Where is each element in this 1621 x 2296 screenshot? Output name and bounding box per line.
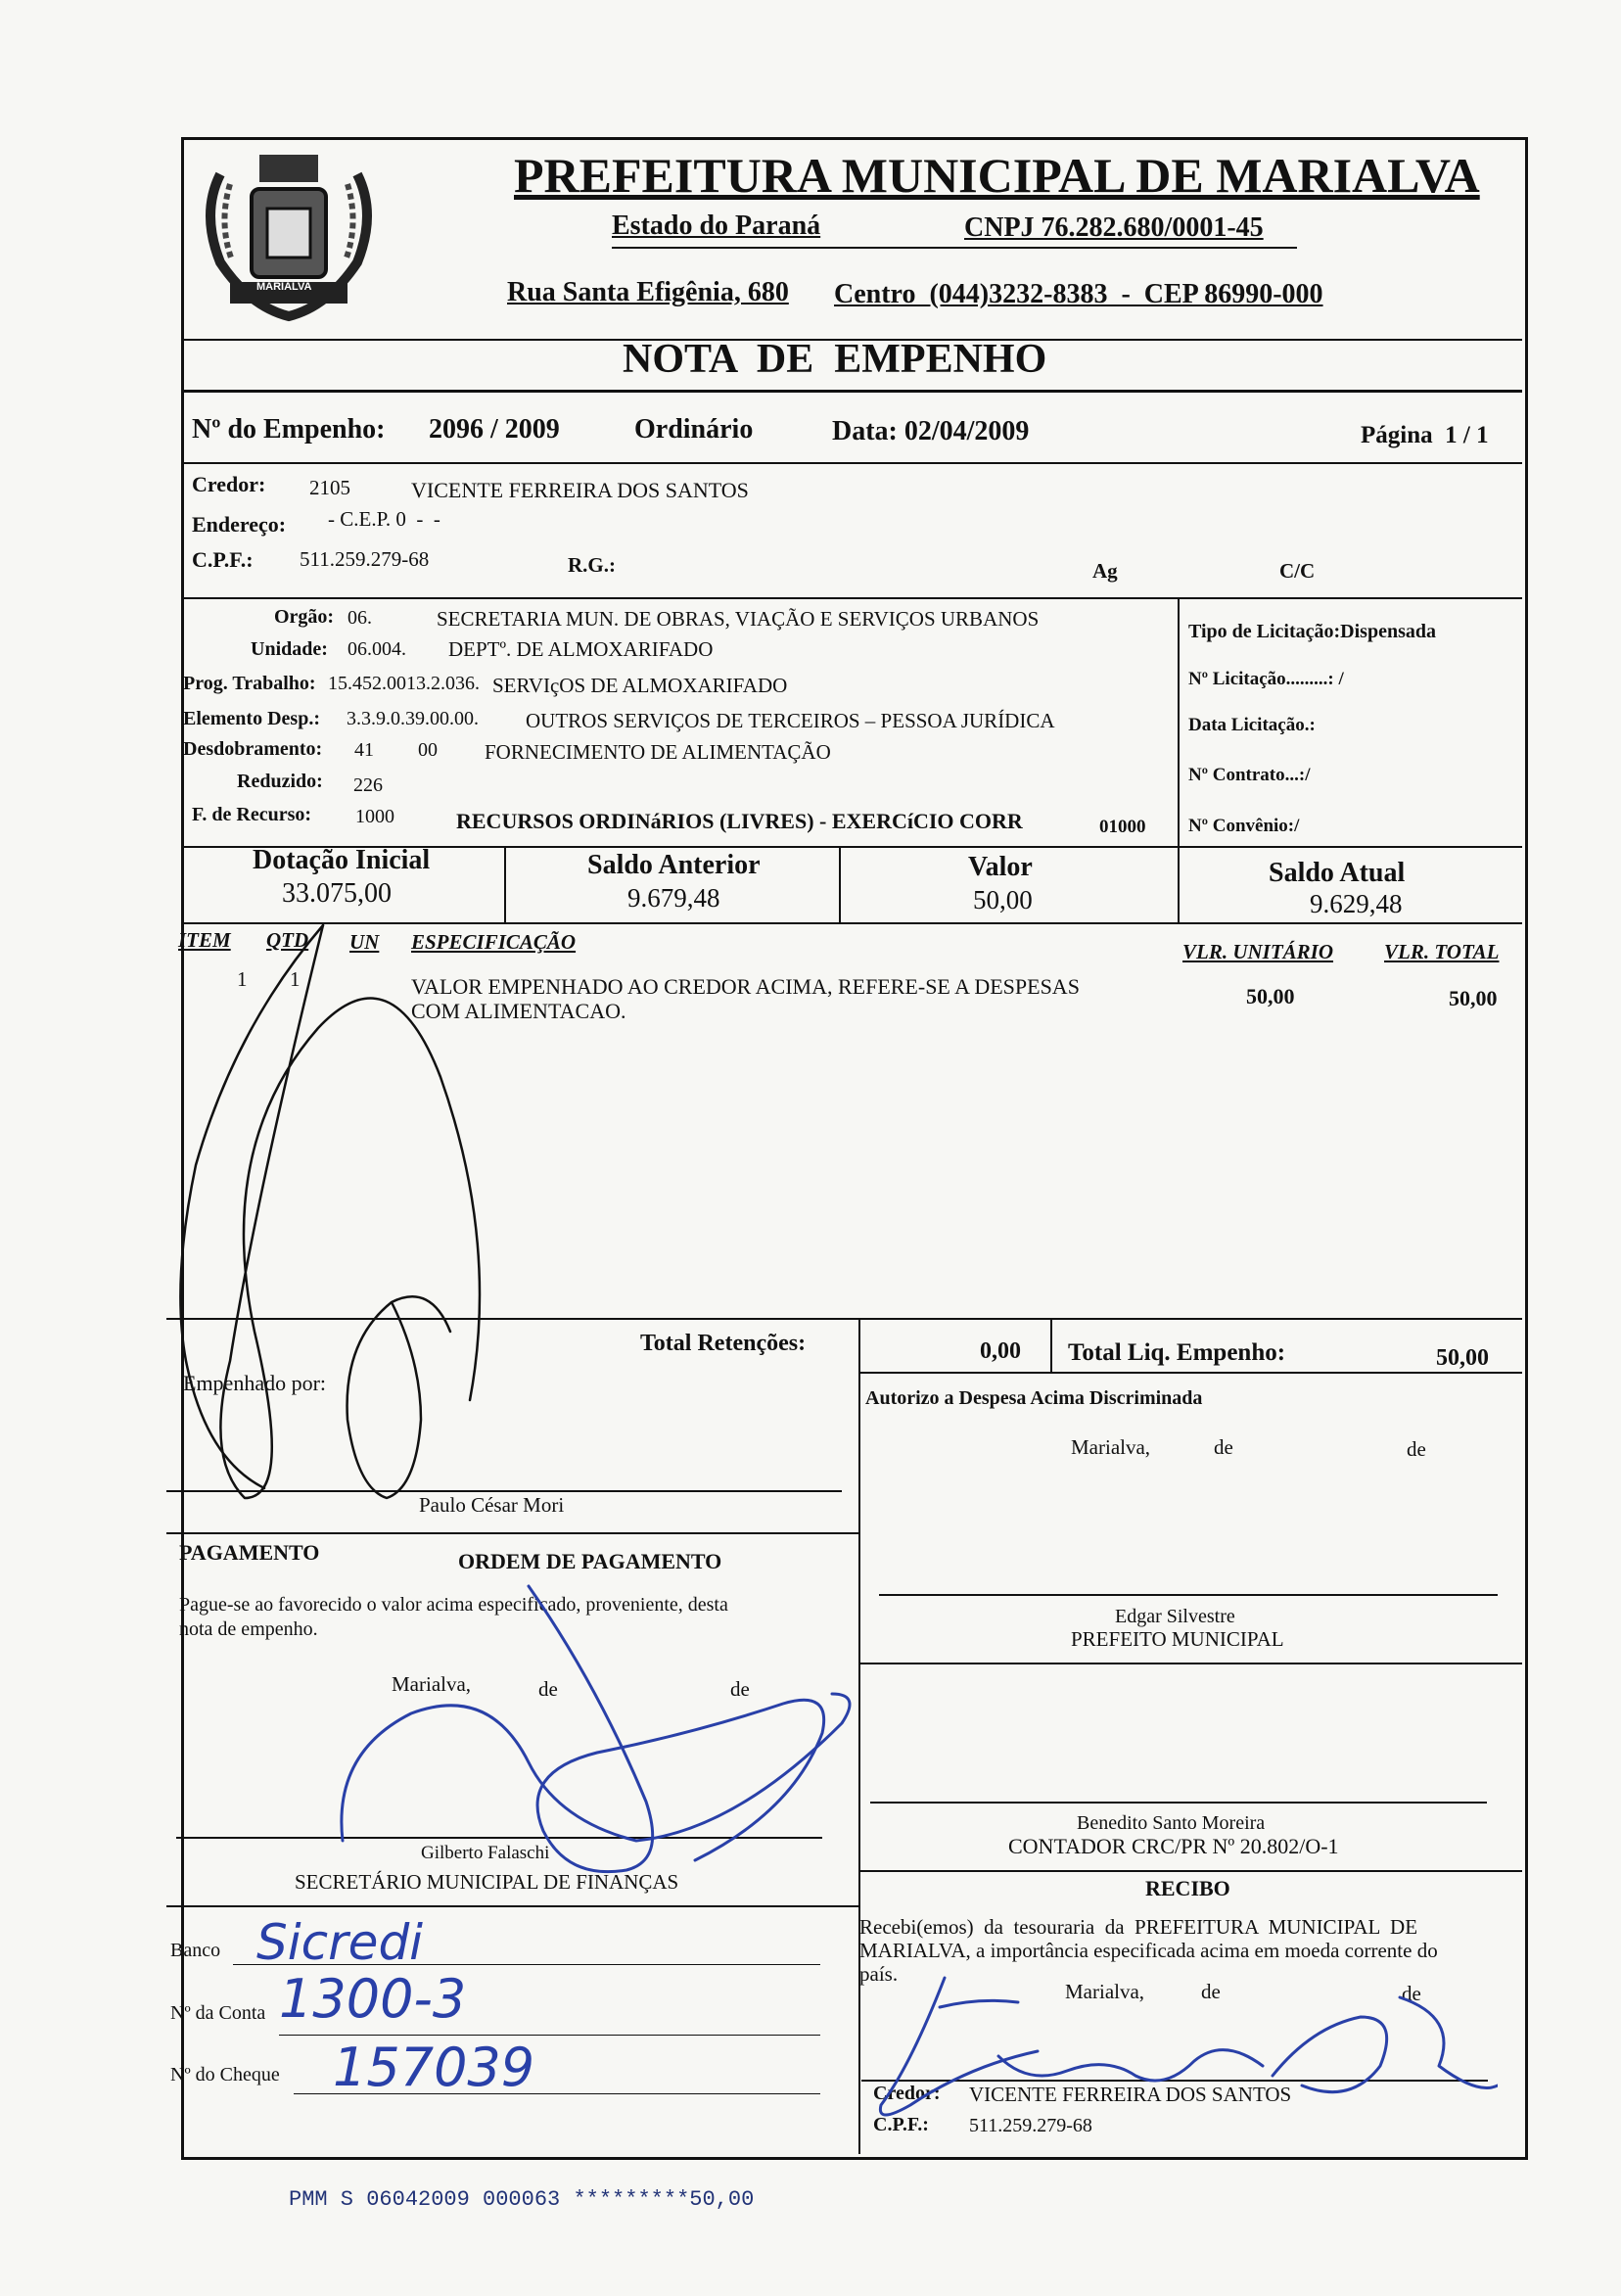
dotacao-label: Dotação Inicial <box>253 845 431 875</box>
row-unit-value: 50,00 <box>1246 984 1295 1008</box>
recibo-line2: MARIALVA, a importância especificada acima em moeda corrente do <box>859 1939 1438 1962</box>
credor-name: VICENTE FERREIRA DOS SANTOS <box>411 478 749 502</box>
liquido-value: 50,00 <box>1436 1345 1489 1371</box>
ordem-label: ORDEM DE PAGAMENTO <box>458 1549 722 1573</box>
elemento-label: Elemento Desp.: <box>183 708 320 729</box>
retencoes-label: Total Retenções: <box>640 1331 807 1356</box>
conta-handwritten: 1300-3 <box>279 1968 467 2030</box>
autorizo-label: Autorizo a Despesa Acima Discriminada <box>865 1387 1203 1409</box>
prefeito-name: Edgar Silvestre <box>1115 1606 1235 1627</box>
elemento-desc: OUTROS SERVIÇOS DE TERCEIROS – PESSOA JURÍDICA <box>526 709 1055 732</box>
recibo-line1: Recebi(emos) da tesouraria da PREFEITURA MUNICIPAL DE <box>859 1915 1418 1939</box>
dotacao-value: 33.075,00 <box>282 878 392 909</box>
prefeito-title: PREFEITO MUNICIPAL <box>1071 1627 1284 1651</box>
credor-label: Credor: <box>192 472 266 496</box>
row-item: 1 <box>237 967 248 991</box>
recibo-credor-name: VICENTE FERREIRA DOS SANTOS <box>969 2083 1292 2106</box>
recibo-cpf-label: C.P.F.: <box>873 2114 929 2135</box>
conta-label: Nº da Conta <box>170 2002 266 2024</box>
col-unit-value: VLR. UNITÁRIO <box>1182 940 1334 963</box>
reduzido-label: Reduzido: <box>237 771 323 792</box>
prog-label: Prog. Trabalho: <box>183 673 316 694</box>
pagamento-de2: de <box>730 1677 750 1701</box>
recibo-credor-label: Credor: <box>873 2083 941 2104</box>
recibo-line3: país. <box>859 1962 899 1986</box>
secretario-title: SECRETÁRIO MUNICIPAL DE FINANÇAS <box>295 1870 679 1894</box>
secretario-name: Gilberto Falaschi <box>421 1843 550 1863</box>
reduzido-value: 226 <box>353 774 383 796</box>
page-number: Página 1 / 1 <box>1361 422 1489 448</box>
recibo-de2: de <box>1402 1982 1421 2005</box>
cheque-handwritten: 157039 <box>333 2037 535 2098</box>
row-spec-line1: VALOR EMPENHADO AO CREDOR ACIMA, REFERE-SE A DESPESAS <box>411 974 1080 999</box>
licitacao-data: Data Licitação.: <box>1188 715 1316 735</box>
cpf-value: 511.259.279-68 <box>300 547 430 571</box>
document-title: NOTA DE EMPENHO <box>623 337 1047 382</box>
col-item: ITEM <box>178 928 231 952</box>
convenio-numero: Nº Convênio:/ <box>1188 816 1300 836</box>
orgao-desc: SECRETARIA MUN. DE OBRAS, VIAÇÃO E SERVIÇOS URBANOS <box>437 607 1040 631</box>
empenho-type: Ordinário <box>634 414 754 445</box>
pagamento-label: PAGAMENTO <box>179 1540 320 1565</box>
desdobramento-sub: 00 <box>418 739 438 761</box>
recibo-cpf-value: 511.259.279-68 <box>969 2115 1092 2136</box>
recibo-title: RECIBO <box>1145 1876 1230 1900</box>
banco-handwritten: Sicredi <box>256 1914 424 1971</box>
saldo-anterior-value: 9.679,48 <box>627 883 720 913</box>
cpf-label: C.P.F.: <box>192 547 254 572</box>
col-qtd: QTD <box>266 928 309 952</box>
recurso-code: 1000 <box>355 806 394 827</box>
recibo-place: Marialva, <box>1065 1980 1145 2003</box>
liquido-label: Total Liq. Empenho: <box>1068 1339 1286 1366</box>
banco-label: Banco <box>170 1940 221 1961</box>
recibo-de1: de <box>1201 1980 1221 2003</box>
col-total-value: VLR. TOTAL <box>1384 940 1500 963</box>
unidade-label: Unidade: <box>251 638 328 660</box>
address-label: Endereço: <box>192 512 287 537</box>
saldo-atual-label: Saldo Atual <box>1269 858 1406 888</box>
empenho-date: Data: 02/04/2009 <box>832 416 1030 446</box>
cheque-label: Nº do Cheque <box>170 2064 280 2085</box>
orgao-label: Orgão: <box>274 606 335 628</box>
desdobramento-desc: FORNECIMENTO DE ALIMENTAÇÃO <box>485 740 831 764</box>
col-un: UN <box>349 930 380 954</box>
seal-text: MARIALVA <box>256 281 312 293</box>
row-qtd: 1 <box>290 967 301 991</box>
pagamento-de1: de <box>538 1677 558 1701</box>
empenhado-label: Empenhado por: <box>183 1371 327 1395</box>
empenho-number: 2096 / 2009 <box>429 414 560 445</box>
licitacao-numero: Nº Licitação.........: / <box>1188 669 1344 689</box>
col-spec: ESPECIFICAÇÃO <box>411 930 577 954</box>
cc-label: C/C <box>1279 559 1316 583</box>
pagamento-place: Marialva, <box>392 1672 472 1696</box>
valor-value: 50,00 <box>973 885 1033 914</box>
recurso-label: F. de Recurso: <box>192 804 312 825</box>
street-address: Rua Santa Efigênia, 680 <box>507 277 789 307</box>
unidade-code: 06.004. <box>347 638 406 660</box>
contador-title: CONTADOR CRC/PR Nº 20.802/O-1 <box>1008 1834 1339 1858</box>
retencoes-value: 0,00 <box>980 1338 1021 1364</box>
contador-name: Benedito Santo Moreira <box>1077 1812 1266 1834</box>
empenho-label: Nº do Empenho: <box>192 414 386 445</box>
prog-desc: SERVIçOS DE ALMOXARIFADO <box>492 674 788 697</box>
credor-code: 2105 <box>309 476 350 499</box>
empenhado-name: Paulo César Mori <box>419 1493 565 1517</box>
page-title: PREFEITURA MUNICIPAL DE MARIALVA <box>514 148 1480 203</box>
state-label: Estado do Paraná <box>612 211 821 241</box>
autorizo-place: Marialva, <box>1071 1435 1151 1459</box>
ag-label: Ag <box>1092 559 1118 583</box>
rg-label: R.G.: <box>568 553 616 577</box>
unidade-desc: DEPTº. DE ALMOXARIFADO <box>448 637 714 661</box>
cnpj-label: CNPJ 76.282.680/0001-45 <box>964 212 1264 243</box>
row-spec-line2: COM ALIMENTACAO. <box>411 999 626 1023</box>
prog-code: 15.452.0013.2.036. <box>328 673 480 694</box>
saldo-anterior-label: Saldo Anterior <box>587 850 761 880</box>
row-total-value: 50,00 <box>1449 986 1498 1010</box>
licitacao-tipo: Tipo de Licitação:Dispensada <box>1188 621 1436 642</box>
desdobramento-label: Desdobramento: <box>183 738 323 760</box>
autorizo-de1: de <box>1214 1435 1233 1459</box>
elemento-code: 3.3.9.0.39.00.00. <box>347 708 479 729</box>
contact-info: Centro (044)3232-8383 - CEP 86990-000 <box>834 279 1323 309</box>
valor-label: Valor <box>968 852 1033 882</box>
payment-stamp: PMM S 06042009 000063 *********50,00 <box>289 2187 755 2212</box>
desdobramento-code: 41 <box>354 739 374 761</box>
saldo-atual-value: 9.629,48 <box>1310 889 1403 918</box>
orgao-code: 06. <box>347 607 372 629</box>
pague-line1: Pague-se ao favorecido o valor acima especificado, proveniente, desta <box>179 1594 728 1616</box>
pague-line2: nota de empenho. <box>179 1618 318 1640</box>
city-seal-icon <box>191 145 387 331</box>
contrato-numero: Nº Contrato...:/ <box>1188 765 1311 785</box>
address-value: - C.E.P. 0 - - <box>328 507 440 531</box>
recurso-desc: RECURSOS ORDINáRIOS (LIVRES) - EXERCíCIO CORR <box>456 809 1023 833</box>
recurso-number: 01000 <box>1099 817 1146 837</box>
autorizo-de2: de <box>1407 1437 1426 1461</box>
